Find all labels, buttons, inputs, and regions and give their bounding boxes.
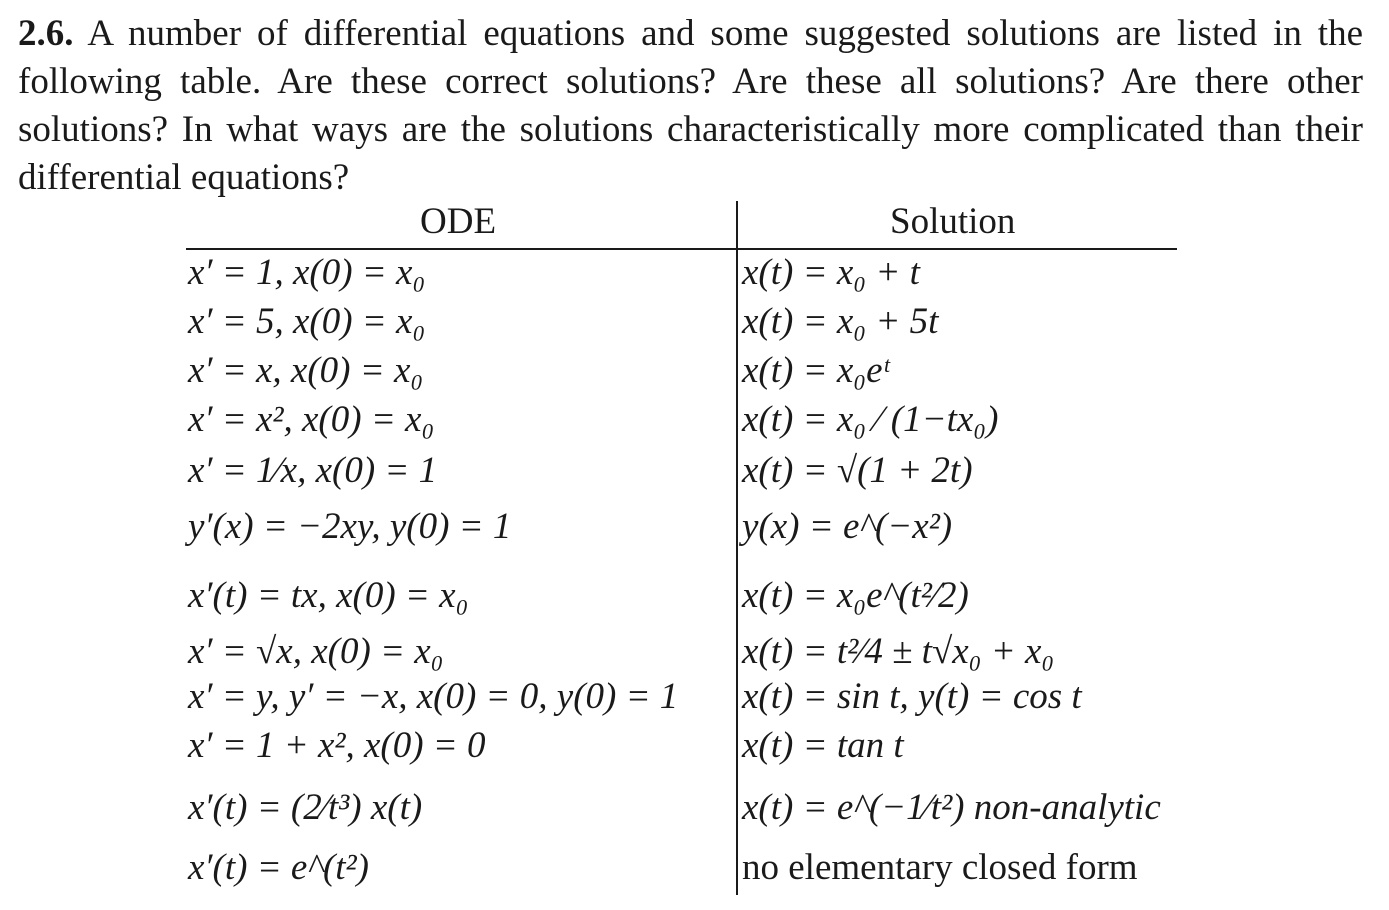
problem-statement <box>18 10 1363 202</box>
ode-cell: x′(t) = tx, x(0) = x₀ <box>188 575 469 616</box>
table-row <box>0 249 1389 297</box>
table-row <box>0 447 1389 495</box>
ode-cell: x′ = x, x(0) = x₀ <box>188 350 424 391</box>
ode-cell: x′ = √x, x(0) = x₀ <box>188 631 444 672</box>
table-row <box>0 572 1389 620</box>
table-row <box>0 628 1389 676</box>
ode-cell: x′ = 1, x(0) = x₀ <box>188 252 426 293</box>
table-row <box>0 503 1389 551</box>
solution-cell: x(t) = e^(−1⁄t²) non-analytic <box>742 787 1161 828</box>
solution-cell: no elementary closed form <box>742 847 1138 888</box>
ode-cell: x′ = 5, x(0) = x₀ <box>188 301 426 342</box>
ode-cell: y′(x) = −2xy, y(0) = 1 <box>188 506 512 547</box>
solution-cell: x(t) = x₀ ⁄ (1−tx₀) <box>742 399 999 440</box>
solution-cell: x(t) = x₀ + 5t <box>742 301 939 342</box>
problem-number: 2.6. <box>18 13 74 54</box>
solution-cell: x(t) = √(1 + 2t) <box>742 450 973 491</box>
table-row <box>0 673 1389 721</box>
solution-cell: x(t) = x₀e^(t²⁄2) <box>742 575 969 616</box>
ode-cell: x′ = x², x(0) = x₀ <box>188 399 435 440</box>
ode-cell: x′(t) = (2⁄t³) x(t) <box>188 787 423 828</box>
solution-cell: x(t) = x₀eᵗ <box>742 350 889 391</box>
table-row <box>0 396 1389 444</box>
ode-column-header: ODE <box>420 201 497 242</box>
ode-cell: x′ = 1 + x², x(0) = 0 <box>188 725 486 766</box>
solution-cell: x(t) = t²⁄4 ± t√x₀ + x₀ <box>742 631 1055 672</box>
problem-text: A number of differential equations and some suggested solutions are listed in the following table. Are these correct solutions? Are these all solutions? Are there other solutions? In what ways are the solutions characteristically more complicated than their differential equations? <box>18 13 1363 198</box>
table-row <box>0 298 1389 346</box>
ode-cell: x′(t) = e^(t²) <box>188 847 369 888</box>
solution-cell: x(t) = x₀ + t <box>742 252 920 293</box>
ode-cell: x′ = 1⁄x, x(0) = 1 <box>188 450 438 491</box>
table-row <box>0 784 1389 832</box>
table-row <box>0 347 1389 395</box>
solution-cell: x(t) = tan t <box>742 725 904 766</box>
solution-column-header: Solution <box>890 201 1016 242</box>
ode-cell: x′ = y, y′ = −x, x(0) = 0, y(0) = 1 <box>188 676 679 717</box>
table-row <box>0 722 1389 770</box>
solution-cell: y(x) = e^(−x²) <box>742 506 953 547</box>
table-row <box>0 844 1389 892</box>
solution-cell: x(t) = sin t, y(t) = cos t <box>742 676 1082 717</box>
